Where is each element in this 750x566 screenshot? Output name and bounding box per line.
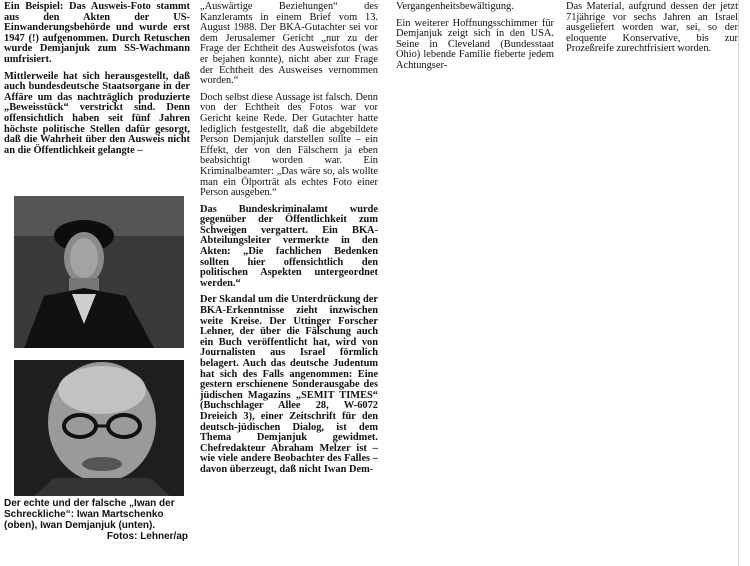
article-column-4 — [566, 2, 738, 61]
paragraph: Ein Beispiel: Das Ausweis-Foto stammt aus den Akten der US-Einwanderungsbehörde und wurde erst 1947 (!) aufgenommen. Durch Retuschen wurde Demjanjuk zum SS-Wachmann umfrisiert. — [4, 1, 190, 65]
column-divider — [738, 0, 739, 566]
paragraph: Der Skandal um die Unterdrückung der BKA-Erkenntnisse zieht inzwischen weite Kreise. Der Uttinger Forscher Lehner, der über die Fälschung auch ein Buch veröffentlicht hat, wird von Journalisten aus Israel förmlich belagert. Auch das deutsche Judentum hat sich des Falls angenommen: Eine gestern erschienene Sonderausgabe des jüdischen Magazins „SEMIT TIMES“ (Buchschlager Allee 28, W-6072 Dreieich 3), einer Zeitschrift für den deutsch-jüdischen Dialog, ist dem Thema Demjanjuk gewidmet. Chefredakteur Abraham Melzer ist – wie viele andere Beobachter des Falles – davon überzeugt, daß nicht Iwan Dem- — [200, 294, 378, 475]
paragraph: Doch selbst diese Aussage ist falsch. Denn von der Echtheit des Fotos war vor Gericht keine Rede. Der Gutachter hatte lediglich festgestellt, daß die abgebildete Person Demjanjuk darstellen sollte – ein Effekt, der von den Fälschern ja eben beabsichtigt worden war. Ein Kriminalbeamter: „Das wäre so, als wollte man ein Ölporträt als echtes Foto einer Person ausgeben.“ — [200, 91, 378, 199]
photo-caption — [4, 498, 188, 542]
article-column-3 — [396, 2, 554, 78]
portrait-image — [14, 196, 184, 348]
article-column-2 — [200, 2, 378, 482]
paragraph: „Auswärtige Beziehungen“ des Kanzleramts in einem Brief vom 13. August 1988. Der BKA-Gutachter sei vor dem Jerusalemer Gericht „nur zu der Frage der Echtheit des Ausweisfotos (was er bejahen konnte), nicht aber zur Frage der Echtheit des Ausweises vernommen worden.“ — [200, 1, 378, 87]
paragraph: Vergangenheitsbewältigung. — [396, 1, 514, 12]
portrait-image — [14, 360, 184, 496]
photo-martschenko — [14, 196, 184, 348]
paragraph: Mittlerweile hat sich herausgestellt, daß auch bundesdeutsche Staatsorgane in der Affäre um das nachträglich produzierte „Beweisstück“ verstrickt sind. Denn offensichtlich haben seit fünf Jahren höchste politische Stellen dafür gesorgt, daß die Wahrheit über den Ausweis nicht an die Öffentlichkeit gelangte – — [4, 70, 190, 156]
caption-text: Der echte und der falsche „Iwan der Schreckliche“: Iwan Martschenko (oben), Iwan Demjanjuk (unten). — [4, 498, 175, 531]
article-column-1 — [4, 2, 190, 162]
paragraph: Das Material, aufgrund dessen der jetzt 71jährige vor sechs Jahren an Israel ausgeliefert worden war, sei, so der eloquente Konservative, bis zur Prozeßreife zurechtfrisiert worden. — [566, 1, 738, 55]
paragraph: Das Bundeskriminalamt wurde gegenüber der Öffentlichkeit zum Schweigen vergattert. Ein BKA-Abteilungsleiter vermerkte in den Akten: „Die fachlichen Bedenken sollten hier offensichtlich den politischen Aspekten untergeordnet werden.“ — [200, 203, 378, 289]
photo-demjanjuk — [14, 360, 184, 496]
photo-credit: Fotos: Lehner/ap — [106, 531, 188, 542]
paragraph: Ein weiterer Hoffnungsschimmer für Demjanjuk zeigt sich in den USA. Seine in Cleveland (Bundesstaat Ohio) lebende Familie fieberte jedem Achtungser- — [396, 17, 554, 71]
